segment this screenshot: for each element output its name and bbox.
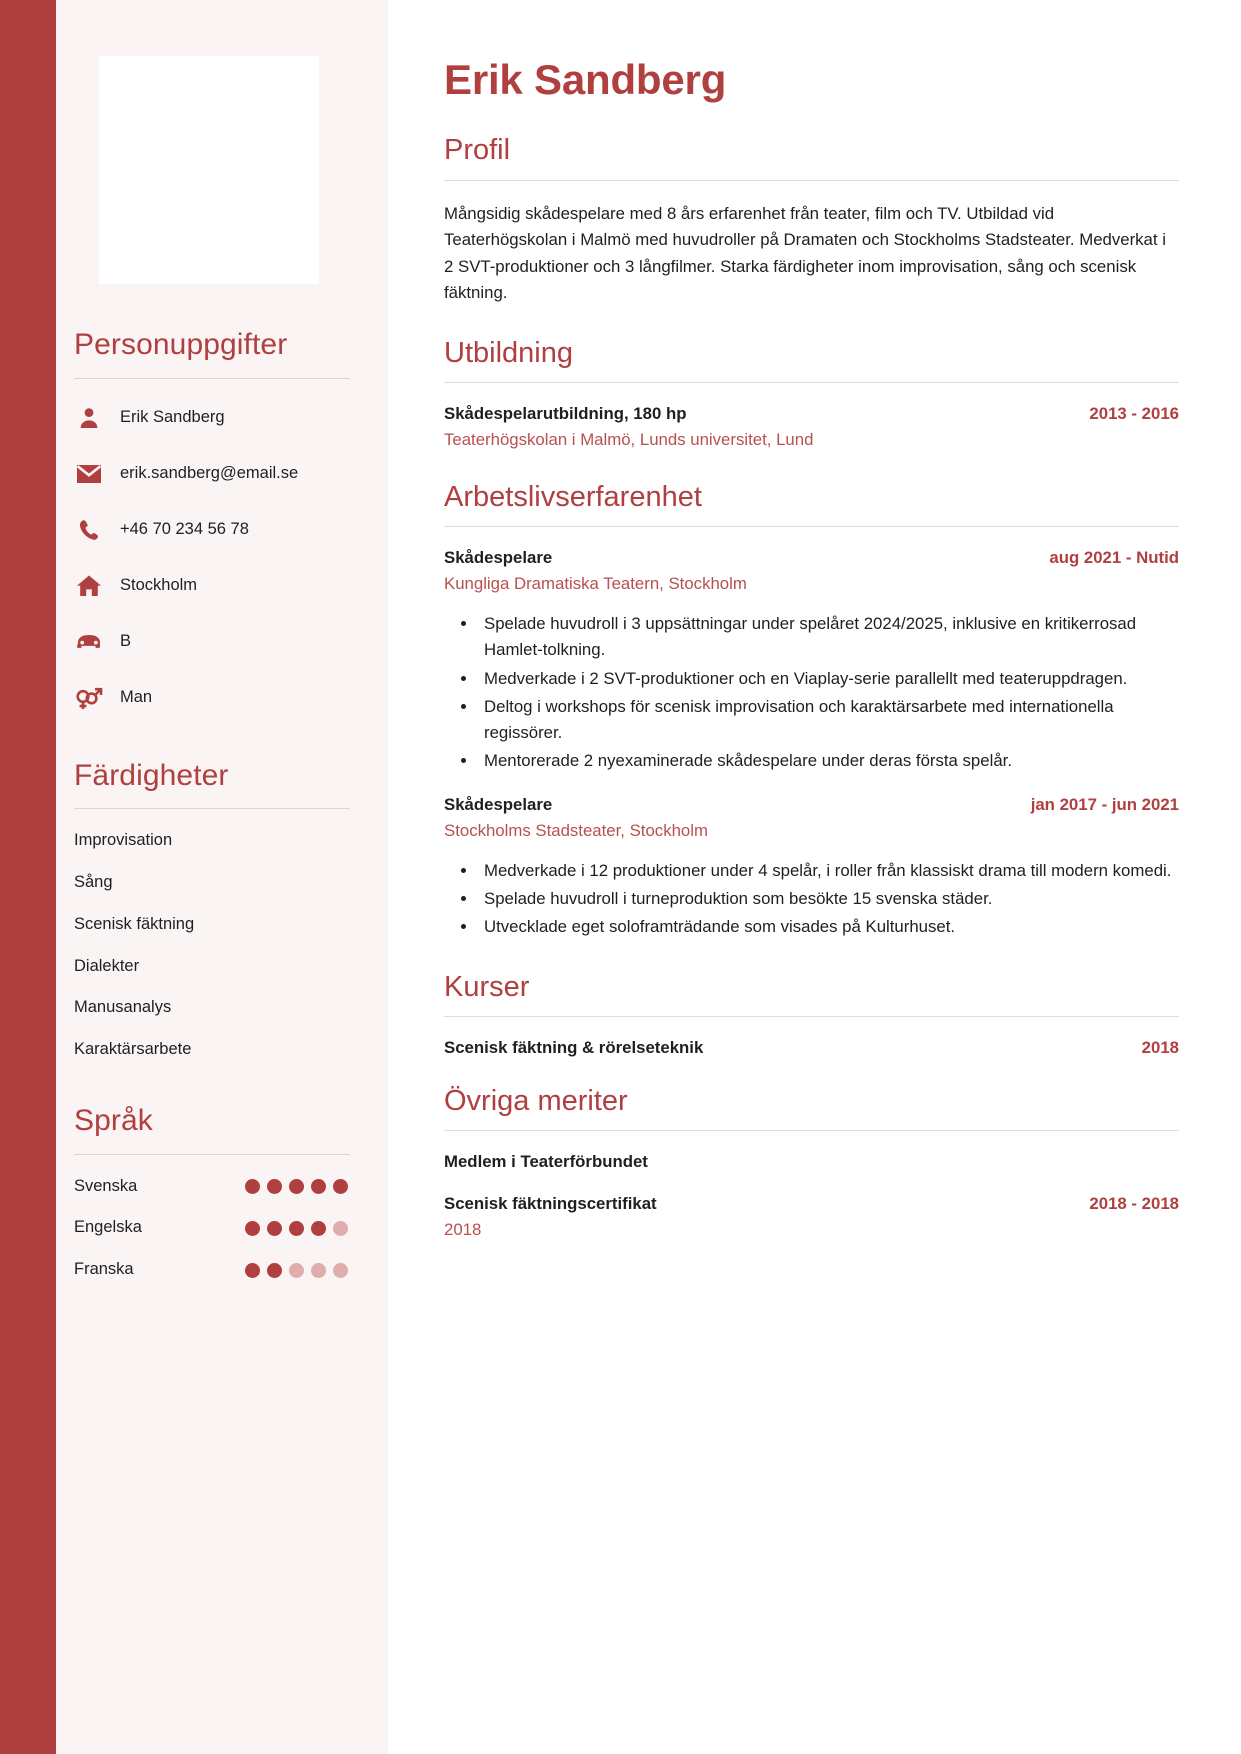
bullet-item: • Medverkade i 12 produktioner under 4 spelår, i roller från klassiskt drama till modern komedi. xyxy=(478,858,1179,884)
entry-title: Skådespelare xyxy=(444,795,553,815)
profile-photo xyxy=(99,56,319,284)
contact-row-name xyxy=(74,401,350,435)
sidebar-heading-personal: Personuppgifter xyxy=(74,328,288,361)
car-icon xyxy=(74,629,104,655)
other-entry xyxy=(444,1193,1179,1241)
list-item: Sång xyxy=(74,872,113,891)
contact-row-license xyxy=(74,625,350,659)
envelope-icon xyxy=(74,461,104,487)
profile-photo-wrapper xyxy=(74,56,350,284)
entry-header xyxy=(444,1151,1179,1173)
entry-title: Skådespelarutbildning, 180 hp xyxy=(444,404,687,424)
home-icon xyxy=(74,573,104,599)
bullet-item: • Medverkade i 2 SVT-produktioner och en Viaplay-serie parallellt med teateruppdragen. xyxy=(478,666,1179,692)
contact-value-license: B xyxy=(120,631,132,650)
person-icon xyxy=(74,405,104,431)
entry-header xyxy=(444,1193,1179,1215)
section-heading-courses: Kurser xyxy=(444,970,530,1003)
bullet-item: • Mentorerade 2 nyexaminerade skådespelare under deras första spelår. xyxy=(478,748,1179,774)
language-name: Engelska xyxy=(74,1218,142,1237)
contact-row-gender xyxy=(74,681,350,715)
entry-subtitle: Kungliga Dramatiska Teatern, Stockholm xyxy=(444,574,747,594)
language-rating xyxy=(245,1221,350,1236)
rating-dot-filled xyxy=(267,1263,282,1278)
entry-date: 2018 - 2018 xyxy=(1089,1194,1179,1214)
bullet-item: • Spelade huvudroll i turneproduktion som besökte 15 svenska städer. xyxy=(478,886,1179,912)
entry-subtitle: 2018 xyxy=(444,1220,482,1240)
rating-dot-filled xyxy=(311,1221,326,1236)
list-item: Scenisk fäktning xyxy=(74,914,195,933)
page-title: Erik Sandberg xyxy=(444,56,727,103)
rating-dot-filled xyxy=(267,1179,282,1194)
rating-dot-filled xyxy=(245,1263,260,1278)
sidebar-heading-skills: Färdigheter xyxy=(74,758,229,792)
sidebar-heading-languages: Språk xyxy=(74,1103,153,1137)
list-item: Manusanalys xyxy=(74,998,172,1017)
rating-dot-empty xyxy=(333,1221,348,1236)
section-heading-profile: Profil xyxy=(444,134,511,167)
rating-dot-empty xyxy=(311,1263,326,1278)
language-list xyxy=(74,1177,350,1280)
entry-date: jan 2017 - jun 2021 xyxy=(1030,795,1179,815)
rating-dot-filled xyxy=(245,1179,260,1194)
entry-title: Scenisk fäktning & rörelseteknik xyxy=(444,1038,704,1058)
gender-icon xyxy=(74,685,104,711)
rating-dot-empty xyxy=(289,1263,304,1278)
section-divider-education xyxy=(444,382,1179,383)
language-name: Svenska xyxy=(74,1176,138,1195)
entry-header xyxy=(444,403,1179,425)
entry-subtitle: Stockholms Stadsteater, Stockholm xyxy=(444,821,708,841)
entry-title: Skådespelare xyxy=(444,548,553,568)
contact-value-email: erik.sandberg@email.se xyxy=(120,463,299,482)
rating-dot-filled xyxy=(289,1221,304,1236)
left-accent-stripe xyxy=(0,0,56,1754)
rating-dot-filled xyxy=(245,1221,260,1236)
contact-row-phone xyxy=(74,513,350,547)
contact-value-location: Stockholm xyxy=(120,575,198,594)
sidebar-divider-languages xyxy=(74,1154,350,1155)
bullet-item: • Utvecklade eget soloframträdande som visades på Kulturhuset. xyxy=(478,914,1179,940)
skill-list xyxy=(74,831,350,1060)
phone-icon xyxy=(74,517,104,543)
other-entry xyxy=(444,1151,1179,1173)
sidebar xyxy=(56,0,388,1754)
entry-date: 2013 - 2016 xyxy=(1089,404,1179,424)
bullet-item: • Deltog i workshops för scenisk improvisation och karaktärsarbete med internationella regissörer. xyxy=(478,694,1179,746)
main-content xyxy=(388,0,1241,1754)
entry-title: Medlem i Teaterförbundet xyxy=(444,1152,648,1172)
experience-entry xyxy=(444,547,1179,774)
rating-dot-empty xyxy=(333,1263,348,1278)
language-name: Franska xyxy=(74,1260,134,1279)
profile-text: Mångsidig skådespelare med 8 års erfarenhet från teater, film och TV. Utbildad vid Teaterhögskolan i Malmö med huvudroller på Dramaten och Stockholms Stadsteater. Medverkat i 2 SVT-produktioner och 3 långfilmer. Starka färdigheter inom improvisation, sång och scenisk fäktning. xyxy=(444,203,1166,303)
contact-value-name: Erik Sandberg xyxy=(120,407,225,426)
bullet-item: • Spelade huvudroll i 3 uppsättningar under spelåret 2024/2025, inklusive en kritikerrosad Hamlet-tolkning. xyxy=(478,611,1179,663)
sidebar-divider-skills xyxy=(74,808,350,809)
section-divider-profile xyxy=(444,180,1179,181)
rating-dot-filled xyxy=(333,1179,348,1194)
section-divider-courses xyxy=(444,1016,1179,1017)
entry-date: aug 2021 - Nutid xyxy=(1049,548,1179,568)
entry-header xyxy=(444,547,1179,569)
sidebar-divider-personal xyxy=(74,378,350,379)
course-entry xyxy=(444,1037,1179,1059)
section-heading-experience: Arbetslivserfarenhet xyxy=(444,481,702,514)
rating-dot-filled xyxy=(267,1221,282,1236)
rating-dot-filled xyxy=(289,1179,304,1194)
list-item xyxy=(74,1218,350,1238)
section-heading-other: Övriga meriter xyxy=(444,1084,628,1117)
list-item: Improvisation xyxy=(74,831,173,850)
contact-value-gender: Man xyxy=(120,687,153,706)
entry-subtitle: Teaterhögskolan i Malmö, Lunds universitet, Lund xyxy=(444,430,814,450)
contact-list xyxy=(74,401,350,715)
list-item: Karaktärsarbete xyxy=(74,1040,192,1059)
rating-dot-filled xyxy=(311,1179,326,1194)
contact-value-phone: +46 70 234 56 78 xyxy=(120,519,249,538)
list-item xyxy=(74,1260,350,1280)
entry-bullets xyxy=(444,611,1179,774)
list-item xyxy=(74,1177,350,1197)
list-item: Dialekter xyxy=(74,956,140,975)
entry-header xyxy=(444,794,1179,816)
section-divider-other xyxy=(444,1130,1179,1131)
language-rating xyxy=(245,1263,350,1278)
section-divider-experience xyxy=(444,526,1179,527)
entry-header xyxy=(444,1037,1179,1059)
section-heading-education: Utbildning xyxy=(444,336,573,369)
language-rating xyxy=(245,1179,350,1194)
entry-title: Scenisk fäktningscertifikat xyxy=(444,1194,657,1214)
entry-bullets xyxy=(444,858,1179,941)
education-entry xyxy=(444,403,1179,451)
entry-date: 2018 xyxy=(1141,1038,1179,1058)
contact-row-location xyxy=(74,569,350,603)
experience-entry xyxy=(444,794,1179,940)
contact-row-email xyxy=(74,457,350,491)
